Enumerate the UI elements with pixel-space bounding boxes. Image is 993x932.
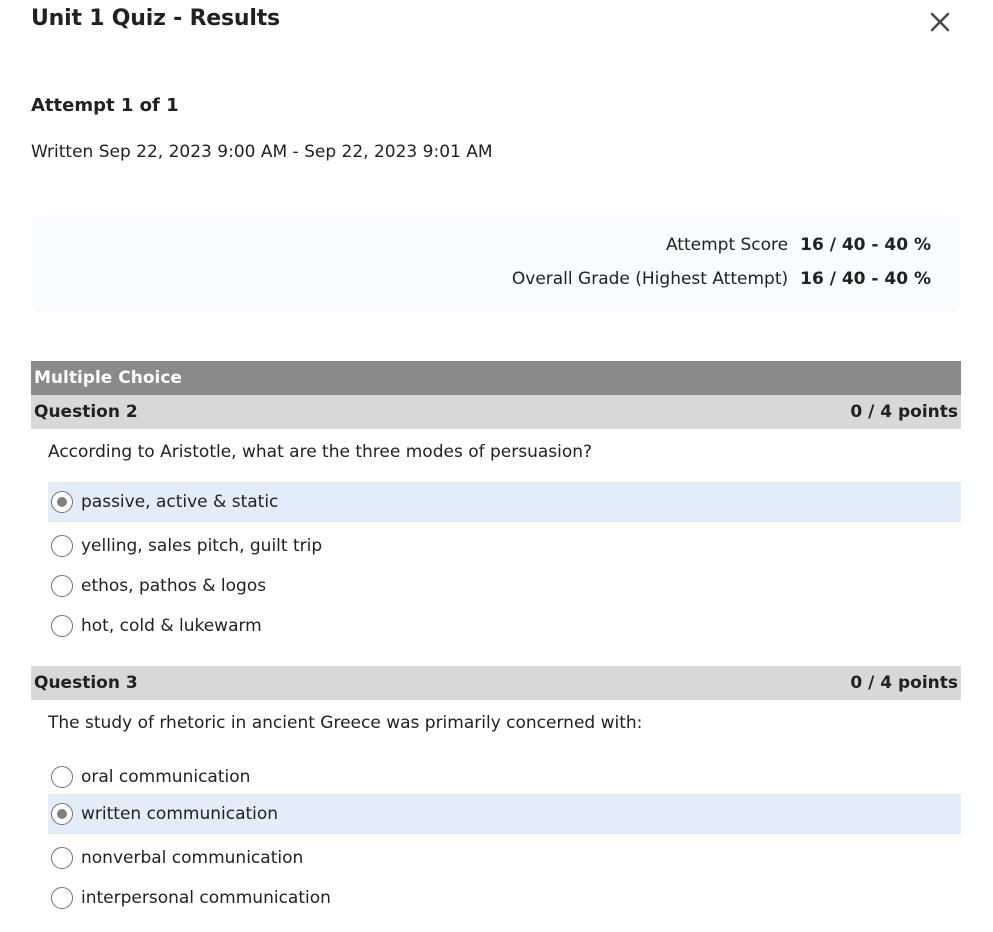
answer-option[interactable] (48, 878, 961, 918)
radio-button[interactable] (51, 491, 73, 513)
answer-option[interactable] (48, 482, 961, 522)
overall-grade-value: 16 / 40 - 40 % (800, 269, 931, 289)
question-title: Question 3 (34, 673, 138, 693)
answer-option[interactable] (48, 757, 961, 797)
close-icon[interactable] (930, 12, 950, 32)
attempt-score-row (666, 235, 931, 255)
attempt-score-label: Attempt Score (665, 235, 789, 255)
radio-button[interactable] (51, 887, 73, 909)
written-timestamp: Written Sep 22, 2023 9:00 AM - Sep 22, 2023 9:01 AM (31, 142, 493, 162)
answer-option[interactable] (48, 526, 961, 566)
option-label: written communication (81, 804, 279, 824)
dialog-title: Unit 1 Quiz - Results (31, 6, 280, 31)
question-header (31, 666, 961, 700)
option-label: yelling, sales pitch, guilt trip (81, 536, 323, 556)
radio-button[interactable] (51, 766, 73, 788)
score-summary (31, 215, 961, 312)
answer-option[interactable] (48, 566, 961, 606)
close-button[interactable] (920, 4, 960, 40)
attempt-score-value: 16 / 40 - 40 % (800, 235, 931, 255)
option-label: passive, active & static (81, 492, 279, 512)
radio-selected-dot (57, 497, 67, 507)
question-text: The study of rhetoric in ancient Greece was primarily concerned with: (48, 713, 643, 733)
overall-grade-row (512, 269, 931, 289)
answer-option[interactable] (48, 838, 961, 878)
attempt-label: Attempt 1 of 1 (31, 95, 179, 116)
answer-option[interactable] (48, 794, 961, 834)
option-label: ethos, pathos & logos (81, 576, 267, 596)
option-label: interpersonal communication (81, 888, 331, 908)
overall-grade-label: Overall Grade (Highest Attempt) (511, 269, 789, 289)
radio-button[interactable] (51, 615, 73, 637)
option-label: hot, cold & lukewarm (81, 616, 262, 636)
question-points: 0 / 4 points (850, 402, 958, 422)
question-points: 0 / 4 points (850, 673, 958, 693)
radio-button[interactable] (51, 847, 73, 869)
answer-option[interactable] (48, 606, 961, 646)
question-title: Question 2 (34, 402, 138, 422)
question-text: According to Aristotle, what are the three modes of persuasion? (48, 442, 593, 462)
radio-button[interactable] (51, 535, 73, 557)
option-label: oral communication (81, 767, 251, 787)
question-header (31, 395, 961, 429)
section-header: Multiple Choice (31, 361, 961, 395)
radio-selected-dot (57, 809, 67, 819)
radio-button[interactable] (51, 575, 73, 597)
option-label: nonverbal communication (81, 848, 304, 868)
radio-button[interactable] (51, 803, 73, 825)
